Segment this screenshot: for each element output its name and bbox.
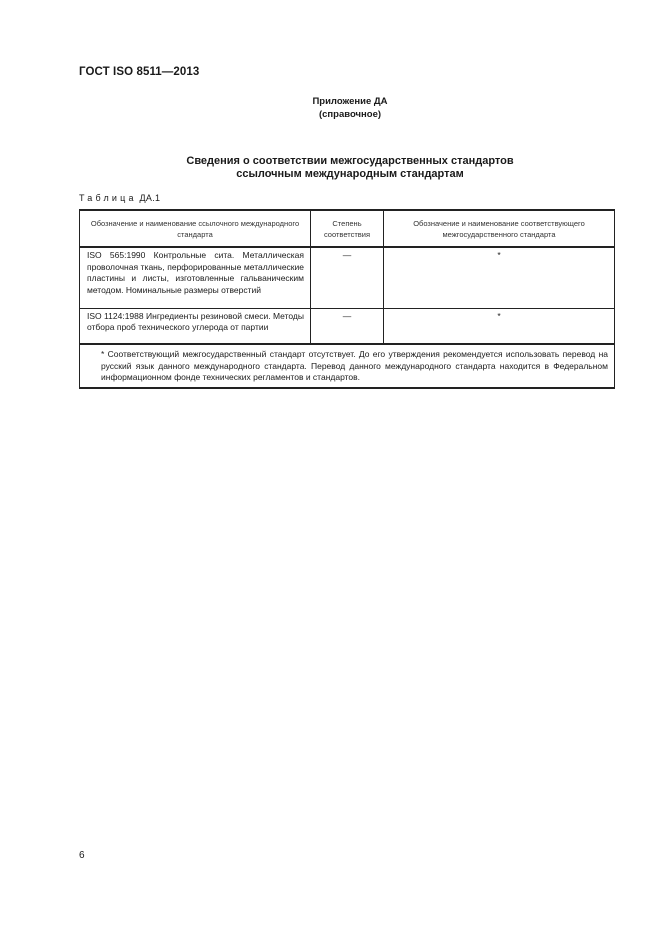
cell-interstate [384, 247, 615, 308]
table-header-row [80, 210, 615, 247]
section-heading-line-2: ссылочным международным стандартам [236, 168, 464, 180]
table-footnote-row [80, 344, 615, 388]
section-heading-line-1: Сведения о соответствии межгосударственных стандартов [186, 155, 514, 167]
table-caption [79, 193, 160, 203]
annex-subtitle: (справочное) [318, 109, 382, 120]
page-number: 6 [79, 850, 85, 861]
footnote-text: * Соответствующий межгосударственный стандарт отсутствует. До его утверждения рекомендуется использовать перевод на русский язык данного международного стандарта. Перевод данного международного стандарта находится в Федеральном информационном фонде технических регламентов и стандартов. [101, 349, 608, 382]
table-row [80, 247, 615, 308]
column-header-degree: Степень соответствия [311, 210, 384, 247]
table-footnote [80, 344, 615, 388]
annex-title: Приложение ДА [312, 96, 388, 107]
reference-text: ISO 565:1990 Контрольные сита. Металлическая проволочная ткань, перфорированные металлические пластины и листы, изготовленные гальваническим методом. Номинальные размеры отверстий [87, 250, 304, 295]
table-caption-number: ДА.1 [139, 193, 161, 203]
interstate-text: * [497, 250, 501, 260]
table-row [80, 308, 615, 344]
correspondence-table [79, 209, 615, 389]
interstate-text: * [497, 310, 501, 321]
cell-degree [311, 247, 384, 308]
cell-interstate [384, 308, 615, 344]
cell-reference [80, 247, 311, 308]
degree-text: — [342, 250, 352, 260]
column-header-interstate: Обозначение и наименование соответствующего межгосударственного стандарта [384, 210, 615, 247]
table-caption-word: Таблица [79, 193, 137, 203]
degree-text: — [342, 310, 352, 321]
cell-reference [80, 308, 311, 344]
column-header-reference: Обозначение и наименование ссылочного международного стандарта [80, 210, 311, 247]
reference-text: ISO 1124:1988 Ингредиенты резиновой смеси. Методы отбора проб технического углерода от партии [87, 310, 304, 332]
cell-degree [311, 308, 384, 344]
document-code: ГОСТ ISO 8511—2013 [79, 66, 200, 78]
